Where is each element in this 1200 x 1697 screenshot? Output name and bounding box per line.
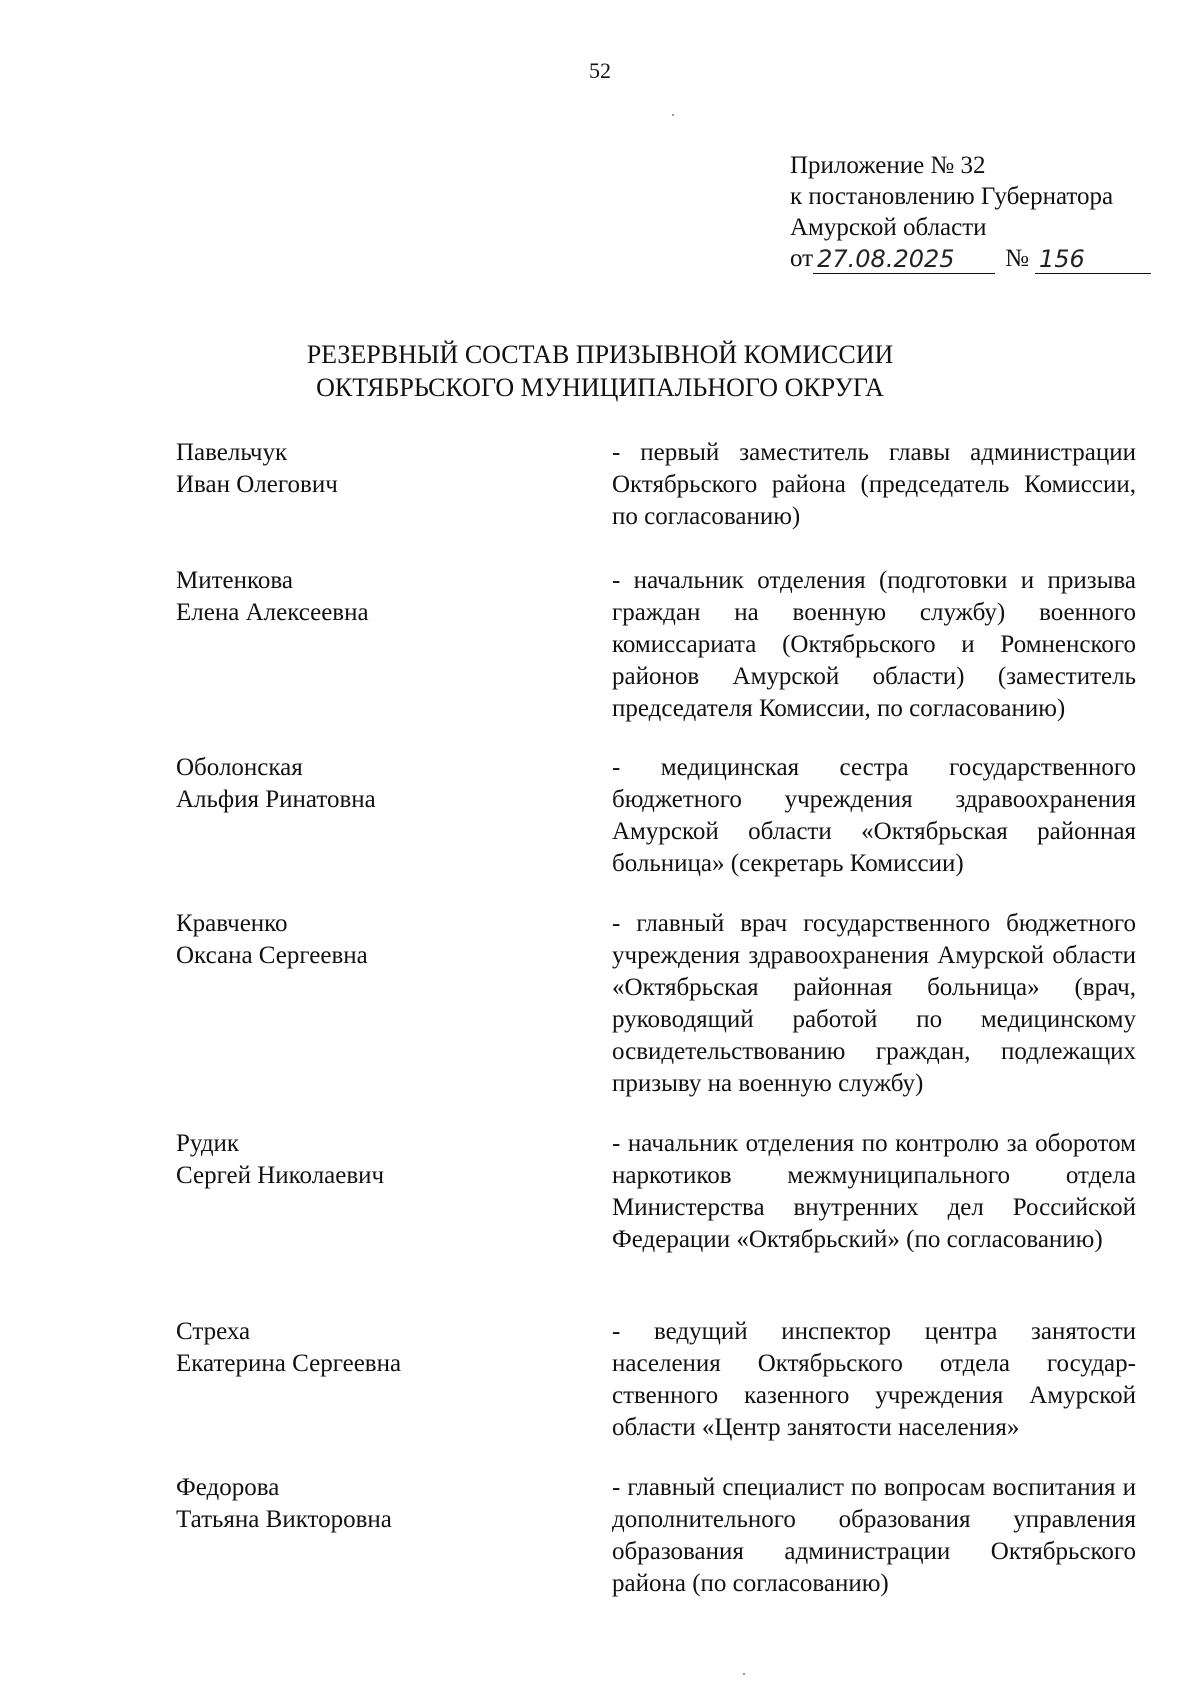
handwritten-date: 27.08.2025 <box>813 245 995 274</box>
member-surname: Кравченко <box>176 910 288 937</box>
scan-speck <box>672 114 674 116</box>
member-name <box>176 752 576 816</box>
title-line-2: ОКТЯБРЬСКОГО МУНИЦИПАЛЬНОГО ОКРУГА <box>316 373 884 402</box>
member-name <box>176 908 576 972</box>
appendix-region: Амурской области <box>790 214 987 241</box>
member-role: - главный врач государственного бюджетного учреждения здравоохранения Амурской области «Октябрьская районная больница» (врач, руководящий работой по медицинскому освидетельствованию граждан, подлежащих призыву на военную службу) <box>612 910 1136 1097</box>
page-number: 52 <box>589 58 611 83</box>
member-given-name: Татьяна Викторовна <box>176 1506 392 1533</box>
member-surname: Федорова <box>176 1474 280 1501</box>
member-surname: Павельчук <box>176 439 288 466</box>
member-name <box>176 1472 576 1536</box>
member-surname: Митенкова <box>176 567 293 594</box>
date-prefix: от <box>790 245 814 272</box>
scan-speck <box>743 1673 745 1675</box>
member-name <box>176 1316 576 1380</box>
member-name <box>176 437 576 501</box>
member-role: - начальник отделения (подготовки и призыва граждан на военную службу) военного комиссариата (Октябрьского и Ромненского районов Амурской области) (заместитель председателя Комиссии, по согласованию) <box>612 567 1136 722</box>
member-surname: Оболонская <box>176 754 303 781</box>
member-role: - медицинская сестра государственного бюджетного учреждения здравоохранения Амурской области «Октябрьская районная больница» (секретарь Комиссии) <box>612 754 1136 877</box>
handwritten-number: 156 <box>1035 245 1151 274</box>
appendix-title: Приложение № 32 <box>790 152 986 179</box>
member-given-name: Екатерина Сергеевна <box>176 1350 402 1377</box>
number-prefix: № <box>1005 245 1029 272</box>
member-name <box>176 1128 576 1192</box>
appendix-block <box>790 150 1170 274</box>
member-given-name: Сергей Николаевич <box>176 1162 385 1189</box>
member-role: - главный специалист по вопросам воспитания и дополнительного образования управления образования администрации Октябрьского района (по согласованию) <box>612 1474 1136 1597</box>
member-surname: Стреха <box>176 1318 251 1345</box>
member-role: - ведущий инспектор центра занятости населения Октябрьского отдела государственного казенного учреждения Амурской области «Центр занятости населения» <box>612 1318 1136 1441</box>
member-given-name: Иван Олегович <box>176 471 338 498</box>
member-surname: Рудик <box>176 1130 240 1157</box>
document-title <box>0 338 1200 404</box>
member-given-name: Оксана Сергеевна <box>176 942 368 969</box>
member-role: - первый заместитель главы администрации Октябрьского района (председатель Комиссии, по согласованию) <box>612 439 1136 530</box>
member-role: - начальник отделения по контролю за оборотом наркотиков межмуниципального отдела Министерства внутренних дел Российской Федерации «Октябрьский» (по согласованию) <box>612 1130 1136 1253</box>
appendix-date-number <box>790 243 1170 274</box>
title-line-1: РЕЗЕРВНЫЙ СОСТАВ ПРИЗЫВНОЙ КОМИССИИ <box>306 340 894 369</box>
member-given-name: Елена Алексеевна <box>176 599 369 626</box>
member-given-name: Альфия Ринатовна <box>176 786 376 813</box>
member-name <box>176 565 576 629</box>
appendix-decree: к постановлению Губернатора <box>790 183 1114 210</box>
